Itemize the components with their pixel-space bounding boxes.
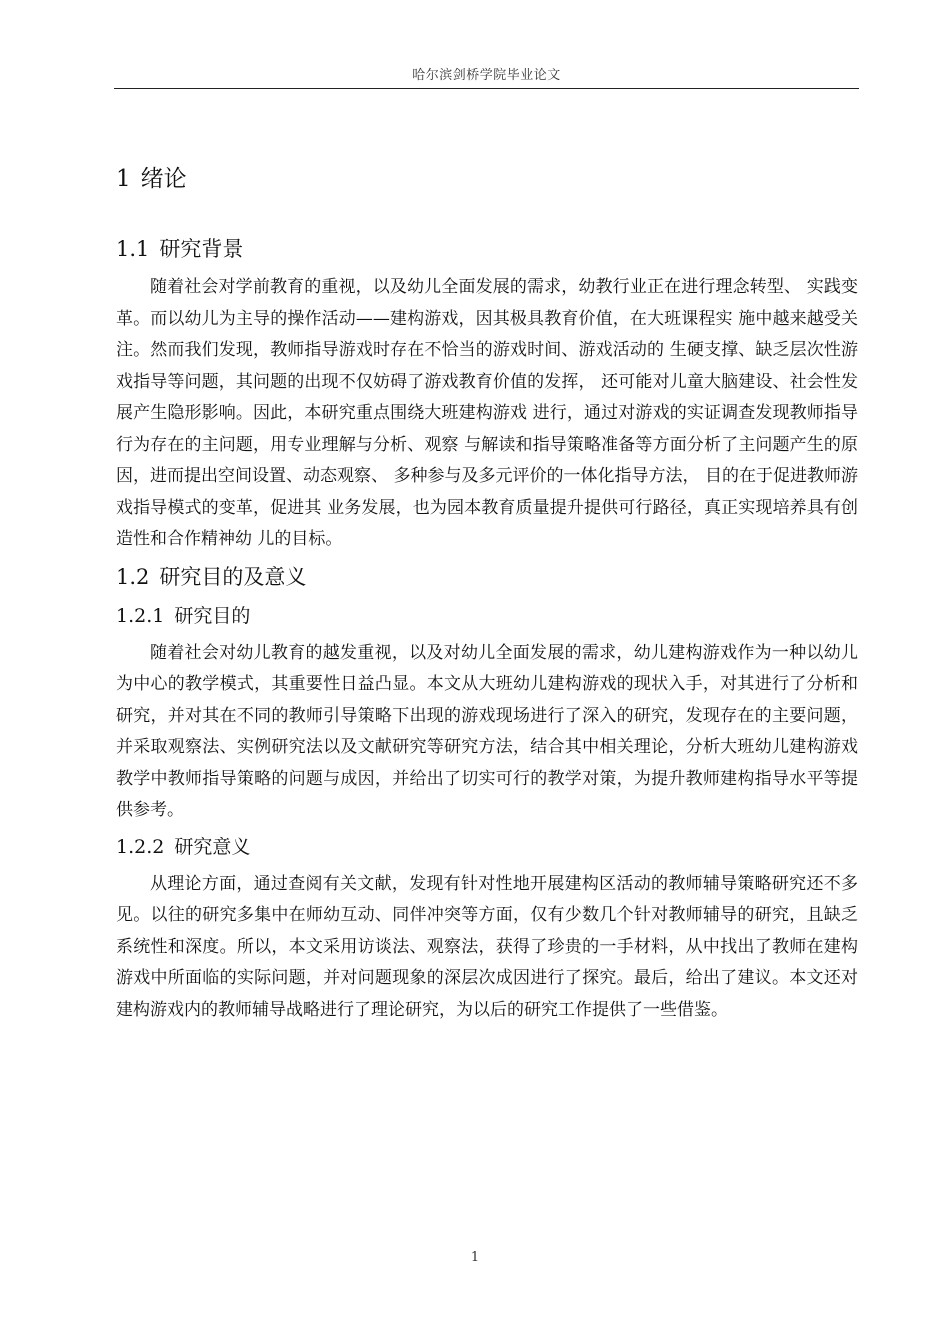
chapter-number: 1 — [116, 166, 131, 192]
section-number: 1.2 — [116, 564, 150, 589]
research-background-paragraph: 随着社会对学前教育的重视，以及幼儿全面发展的需求，幼教行业正在进行理念转型、 实践变革。而以幼儿为主导的操作活动——建构游戏，因其极具教育价值，在大班课程实 施中越来越受关注。然而我们发现，教师指导游戏时存在不恰当的游戏时间、游戏活动的 生硬支撑、缺乏层次性游戏指导等问题，其问题的出现不仅妨碍了游戏教育价值的发挥， 还可能对儿童大脑建设、社会性发展产生隐形影响。因此，本研究重点围绕大班建构游戏 进行，通过对游戏的实证调查发现教师指导行为存在的主问题，用专业理解与分析、观察 与解读和指导策略准备等方面分析了主问题产生的原因，进而提出空间设置、动态观察、 多种参与及多元评价的一体化指导方法， 目的在于促进教师游戏指导模式的变革，促进其 业务发展，也为园本教育质量提升提供可行路径，真正实现培养具有创造性和合作精神幼 儿的目标。 — [116, 277, 858, 549]
section-title: 研究目的及意义 — [159, 564, 307, 589]
chapter-heading — [116, 160, 858, 198]
subsection-number: 1.2.1 — [116, 604, 165, 627]
chapter-title: 绪论 — [140, 166, 187, 192]
section-heading-1-2 — [116, 560, 858, 594]
subsection-heading-1-2-2 — [116, 831, 858, 863]
subsection-heading-1-2-1 — [116, 600, 858, 632]
subsection-number: 1.2.2 — [116, 835, 165, 858]
running-header: 哈尔滨剑桥学院毕业论文 — [412, 68, 561, 83]
subsection-title: 研究意义 — [174, 835, 251, 858]
section-heading-1-1 — [116, 232, 858, 266]
section-title: 研究背景 — [159, 237, 244, 261]
header-rule — [114, 88, 859, 89]
research-significance-paragraph: 从理论方面，通过查阅有关文献，发现有针对性地开展建构区活动的教师辅导策略研究还不多见。以往的研究多集中在师幼互动、同伴冲突等方面，仅有少数几个针对教师辅导的研究，且缺乏系统性和深度。所以，本文采用访谈法、观察法，获得了珍贵的一手材料，从中找出了教师在建构游戏中所面临的实际问题，并对问题现象的深层次成因进行了探究。最后，给出了建议。本文还对建构游戏内的教师辅导战略进行了理论研究，为以后的研究工作提供了一些借鉴。 — [116, 873, 858, 1020]
subsection-title: 研究目的 — [174, 604, 251, 627]
page-number: 1 — [470, 1250, 480, 1265]
section-number: 1.1 — [116, 237, 150, 261]
page-content — [116, 160, 858, 1030]
research-purpose-paragraph: 随着社会对幼儿教育的越发重视，以及对幼儿全面发展的需求，幼儿建构游戏作为一种以幼儿为中心的教学模式，其重要性日益凸显。本文从大班幼儿建构游戏的现状入手，对其进行了分析和研究，并对其在不同的教师引导策略下出现的游戏现场进行了深入的研究，发现存在的主要问题，并采取观察法、实例研究法以及文献研究等研究方法，结合其中相关理论，分析大班幼儿建构游戏教学中教师指导策略的问题与成因，并给出了切实可行的教学对策，为提升教师建构指导水平等提供参考。 — [116, 642, 858, 820]
